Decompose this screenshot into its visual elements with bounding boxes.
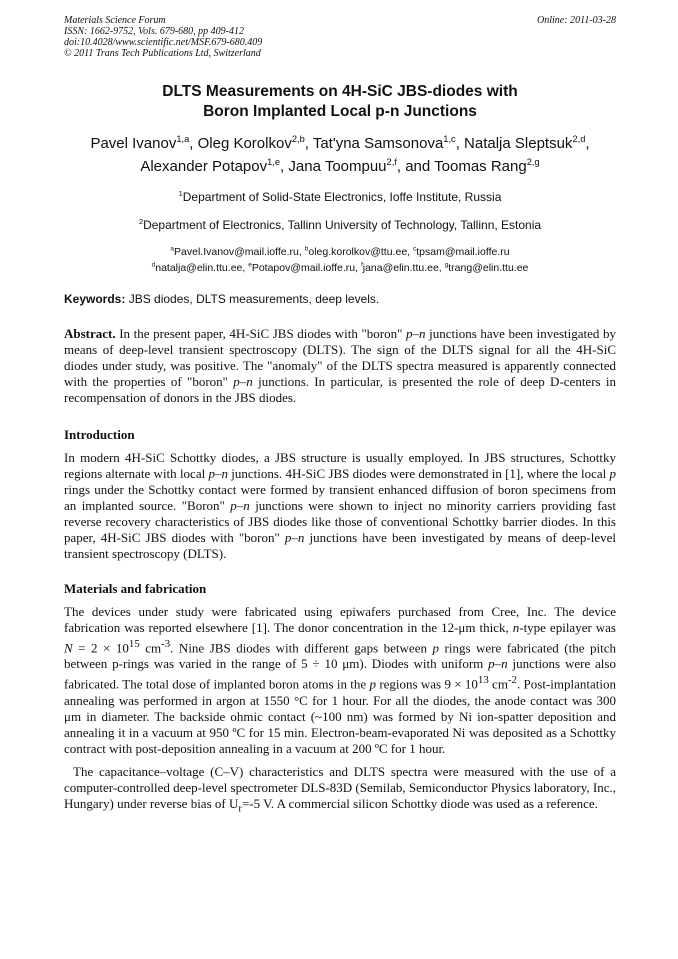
- body-text: junctions were shown to inject no minority carriers providing fast reverse recovery characteristics of JBS diodes like those of conventional Schottky barrier diodes. In this paper, 4H-SiC JBS diodes with "boron": [64, 498, 616, 545]
- materials-paragraph-2: [64, 764, 616, 817]
- email-mark: c: [413, 245, 417, 253]
- subscript: r: [238, 802, 242, 815]
- author-affiliation-mark: 1,e: [267, 157, 281, 167]
- author-name: Oleg Korolkov: [197, 135, 292, 152]
- body-text: . Post-implantation annealing was performed in argon at 1550 °C for 1 hour. For all the diodes, the anode contact was 300 μm in diameter. The backside ohmic contact (~100 nm) was formed by Ni ion-spatter deposition and annealing it in a vacuum at 950 ºC for 15 min. Electron-beam-evaporated Ni was deposited as a Schottky contract with post-deposition annealing in a vacuum at 200 ºC for 1 hour.: [64, 676, 616, 756]
- email-link[interactable]: natalja@elin.ttu.ee,: [155, 262, 249, 274]
- email-link[interactable]: tpsam@mail.ioffe.ru: [416, 246, 510, 258]
- email-mark: a: [170, 245, 175, 253]
- body-text: junctions have been investigated by means of deep-level transient spectroscopy (DLTS).: [64, 530, 616, 561]
- body-text: The devices under study were fabricated using epiwafers purchased from Cree, Inc. The device fabrication was reported elsewhere [1]. The donor concentration in the 12-μm thick,: [64, 604, 616, 635]
- affiliation-2: [40, 218, 640, 232]
- exponent: 15: [128, 638, 140, 650]
- email-link[interactable]: trang@elin.ttu.ee: [448, 262, 529, 274]
- affiliation-text: Department of Electronics, Tallinn University of Technology, Tallinn, Estonia: [143, 218, 542, 232]
- keywords-line: [64, 292, 616, 306]
- body-text: cm: [488, 676, 508, 692]
- keywords-label: Keywords:: [64, 292, 126, 306]
- paper-title: [40, 82, 640, 122]
- email-link[interactable]: jana@elin.ttu.ee,: [362, 262, 445, 274]
- author-separator: ,: [280, 158, 289, 175]
- author-affiliation-mark: 2,d: [572, 134, 586, 144]
- introduction-paragraph: [64, 450, 616, 562]
- body-text: junctions. 4H-SiC JBS diodes were demonstrated in [1], where the local: [227, 466, 610, 481]
- body-text: =-5 V. A commercial silicon Schottky diode was used as a reference.: [241, 796, 598, 811]
- body-italic: p–n: [230, 498, 250, 513]
- materials-paragraph-1: [64, 604, 616, 757]
- author-name: Pavel Ivanov: [90, 135, 177, 152]
- email-mark: f: [360, 261, 363, 269]
- author-emails: [30, 244, 650, 276]
- body-italic: p: [432, 640, 439, 656]
- email-link[interactable]: Pavel.Ivanov@mail.ioffe.ru,: [174, 246, 305, 258]
- author-separator: , and: [396, 158, 435, 175]
- abstract-paragraph: [64, 326, 616, 406]
- body-italic: N: [64, 640, 73, 656]
- author-separator: ,: [455, 135, 465, 152]
- body-text: junctions were also fabricated. The total dose of implanted boron atoms in the: [64, 656, 616, 692]
- abstract-italic: p–n: [233, 374, 253, 389]
- author-list: [30, 132, 650, 178]
- body-italic: p–n: [284, 530, 305, 545]
- abstract-text: junctions have been investigated by means of deep-level transient spectroscopy (DLTS). The sign of the DLTS signal for all the 4H-SiC diodes under study, was positive. The "anomaly" of the DLTS spectra measured is apparently connected with the properties of "boron": [64, 326, 616, 389]
- email-mark: g: [444, 261, 449, 269]
- email-mark: e: [248, 261, 252, 269]
- affiliation-text: Department of Solid-State Electronics, Ioffe Institute, Russia: [182, 190, 502, 204]
- keywords-text: JBS diodes, DLTS measurements, deep levels.: [125, 292, 380, 306]
- abstract-text: junctions. In particular, is presented the role of deep D-centers in recompensation of donors in the JBS diodes.: [64, 374, 617, 405]
- author-separator: ,: [585, 135, 590, 152]
- affiliation-1: [40, 190, 640, 204]
- section-heading-introduction: Introduction: [64, 427, 135, 442]
- body-italic: p: [369, 676, 376, 692]
- author-name: Jana Toompuu: [288, 158, 387, 175]
- author-affiliation-mark: 2,g: [526, 157, 540, 167]
- author-affiliation-mark: 2,b: [291, 134, 305, 144]
- body-italic: n: [512, 620, 520, 635]
- email-mark: d: [151, 261, 156, 269]
- online-date: Online: 2011-03-28: [537, 15, 616, 26]
- email-mark: b: [304, 245, 309, 253]
- author-affiliation-mark: 1,a: [176, 134, 190, 144]
- abstract-label: Abstract.: [64, 326, 116, 341]
- journal-header: [64, 15, 616, 59]
- email-link[interactable]: oleg.korolkov@ttu.ee,: [308, 246, 413, 258]
- abstract-italic: p–n: [406, 326, 426, 341]
- title-line-2: Boron Implanted Local p-n Junctions: [203, 103, 477, 120]
- abstract-text: In the present paper, 4H-SiC JBS diodes with "boron": [115, 326, 407, 341]
- author-name: Natalja Sleptsuk: [464, 135, 573, 152]
- exponent: 13: [477, 674, 489, 687]
- body-text: -type epilayer was: [519, 620, 616, 635]
- journal-copyright: © 2011 Trans Tech Publications Ltd, Switzerland: [64, 48, 261, 59]
- body-text: . Nine JBS diodes with different gaps between: [170, 640, 433, 656]
- author-name: Toomas Rang: [434, 158, 527, 175]
- author-affiliation-mark: 1,c: [443, 134, 456, 144]
- email-line-1: [30, 244, 650, 260]
- journal-issn: ISSN: 1662-9752, Vols. 679-680, pp 409-412: [64, 26, 244, 37]
- author-separator: ,: [304, 135, 313, 152]
- exponent: -2: [507, 674, 517, 687]
- title-line-1: DLTS Measurements on 4H-SiC JBS-diodes with: [162, 83, 518, 100]
- body-text: rings under the Schottky contact were formed by transient enhanced diffusion of boron specimens from an implanted source. "Boron": [64, 482, 616, 513]
- email-link[interactable]: Potapov@mail.ioffe.ru,: [251, 262, 361, 274]
- author-affiliation-mark: 2,f: [386, 157, 397, 167]
- body-text: regions was 9 × 10: [376, 676, 478, 692]
- affiliation-number: 1: [178, 189, 183, 198]
- author-separator: ,: [189, 135, 198, 152]
- body-text: The capacitance–voltage (C–V) characteristics and DLTS spectra were measured with the use of a computer-controlled deep-level spectrometer DLS-83D (Semilab, Semiconductor Physics laboratory, Inc., Hungary) under reverse bias of U: [64, 764, 616, 811]
- journal-doi: doi:10.4028/www.scientific.net/MSF.679-680.409: [64, 37, 263, 48]
- body-italic: p: [609, 466, 617, 481]
- body-text: = 2 × 10: [72, 640, 129, 656]
- body-italic: p–n: [208, 466, 228, 481]
- affiliation-number: 2: [138, 217, 144, 226]
- author-name: Alexander Potapov: [140, 158, 268, 175]
- body-text: rings were fabricated (the pitch between p-rings was varied in the range of 5 ÷ 10 μm). Diodes with uniform: [64, 640, 616, 672]
- body-text: cm: [139, 640, 162, 656]
- author-name: Tat'yna Samsonova: [312, 135, 444, 152]
- email-line-2: [30, 260, 650, 276]
- body-italic: p–n: [488, 656, 508, 672]
- exponent: -3: [161, 638, 171, 650]
- body-text: In modern 4H-SiC Schottky diodes, a JBS structure is usually employed. In JBS structures, Schottky regions alternate with local: [64, 450, 616, 481]
- journal-name: Materials Science Forum: [64, 15, 166, 26]
- section-heading-materials: Materials and fabrication: [64, 581, 207, 596]
